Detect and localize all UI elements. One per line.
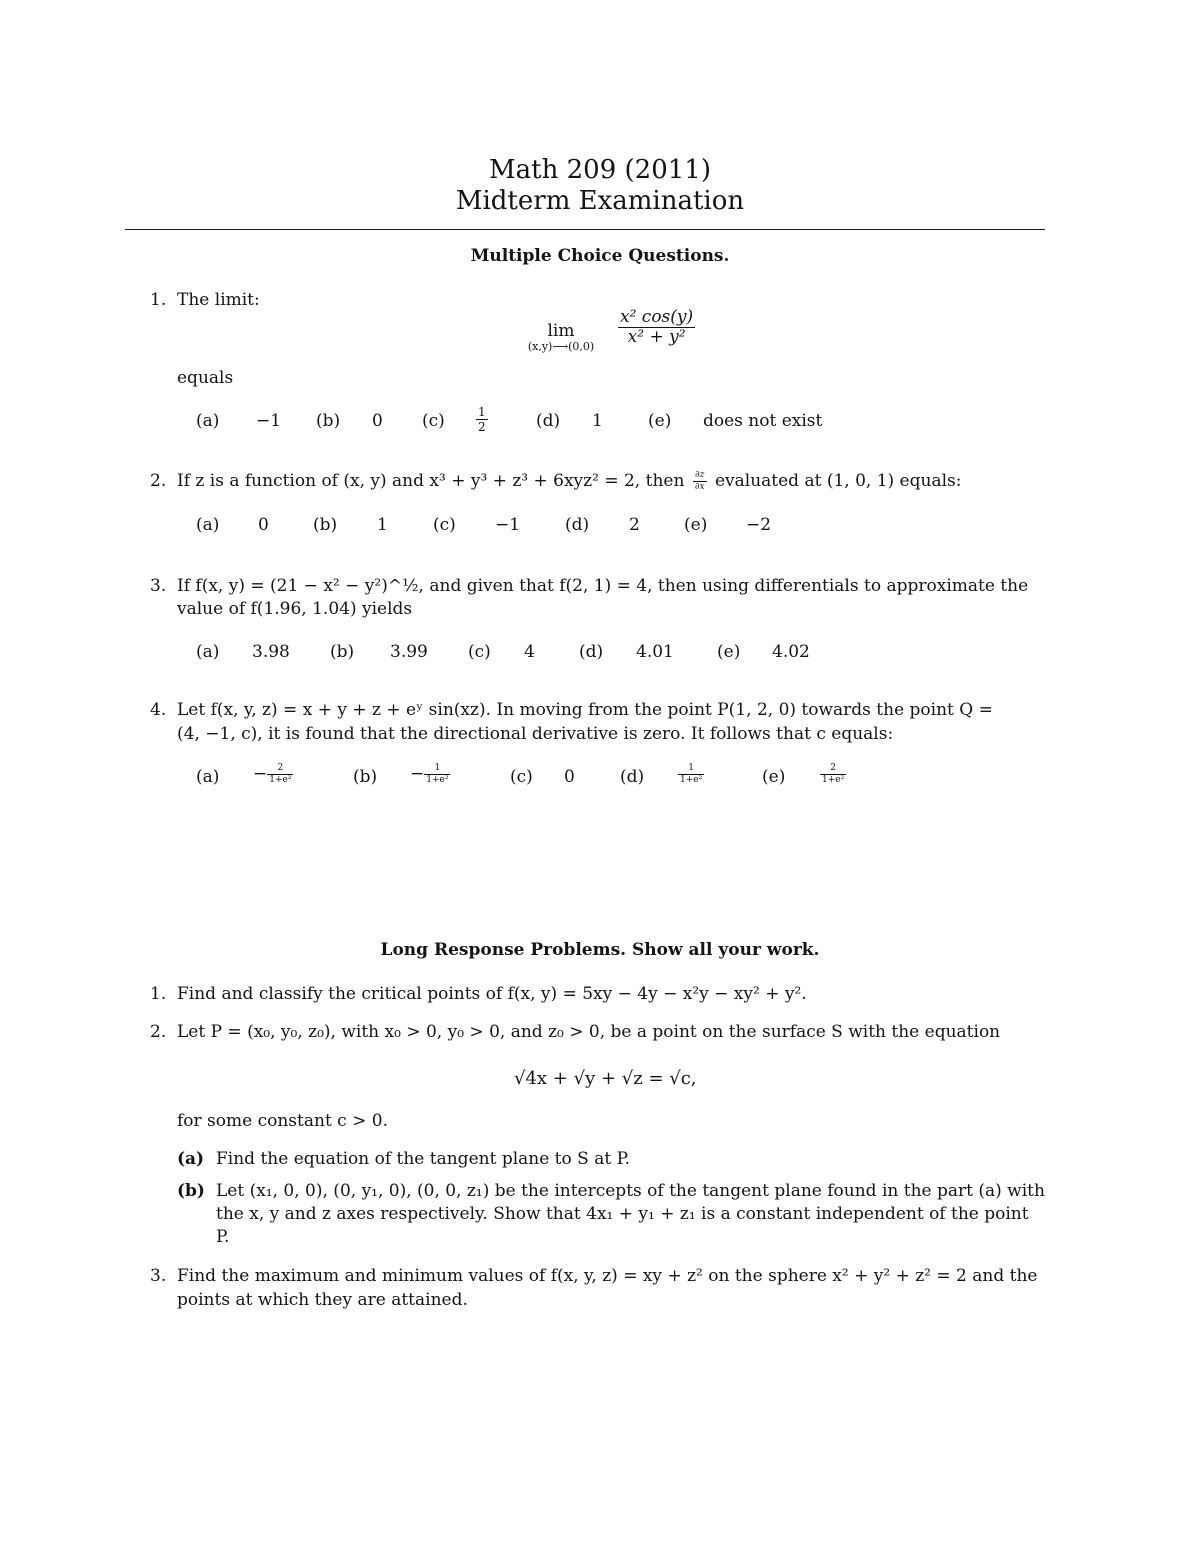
- limit-fraction: [618, 309, 695, 346]
- option-e: (e): [684, 515, 708, 535]
- option-c: (c): [422, 411, 445, 431]
- option-d: (d): [565, 515, 590, 535]
- question-number: 2.: [150, 471, 167, 491]
- option-e: (e): [717, 642, 741, 662]
- option-e: (e): [762, 767, 786, 787]
- problem-number: 1.: [150, 984, 167, 1004]
- part-b-line-2: the x, y and z axes respectively. Show that 4x₁ + y₁ + z₁ is a constant independent of the point: [216, 1204, 1029, 1224]
- option-b: (b): [316, 411, 341, 431]
- option-b: (b): [353, 767, 378, 787]
- option-c-value: 0: [564, 767, 575, 787]
- option-d: (d): [536, 411, 561, 431]
- part-a-label: (a): [177, 1149, 205, 1169]
- question-tail: equals: [177, 368, 234, 388]
- question-line-1: Let f(x, y, z) = x + y + z + eʸ sin(xz). In moving from the point P(1, 2, 0) towards the point Q =: [177, 700, 993, 720]
- option-d-value: 4.01: [636, 642, 674, 662]
- option-a-value: 3.98: [252, 642, 290, 662]
- question-text: If z is a function of (x, y) and x³ + y³ + z³ + 6xyz² = 2, then $\frac{\partial z}{\partial x}$ evaluated at (1, 0, 1) equals:: [177, 470, 962, 492]
- option-d-value: 2: [629, 515, 640, 535]
- option-d: (d): [620, 767, 645, 787]
- option-b-value: 1: [377, 515, 388, 535]
- question-number: 3.: [150, 576, 167, 596]
- problem-line-1: Find the maximum and minimum values of f(x, y, z) = xy + z² on the sphere x² + y² + z² = 2 and the: [177, 1266, 1038, 1286]
- option-b-value: − $\frac{1}{\text{1+e²}}$: [410, 763, 449, 785]
- option-c: (c): [510, 767, 533, 787]
- limit-operator: [508, 322, 614, 354]
- problem-number: 3.: [150, 1266, 167, 1286]
- part-b-line-3: P.: [216, 1227, 230, 1247]
- option-a: (a): [196, 767, 220, 787]
- option-d-value: $\frac{1}{\text{1+e²}}$: [680, 763, 703, 785]
- question-lead: The limit:: [177, 290, 260, 310]
- lr-section-title: Long Response Problems. Show all your work.: [380, 940, 820, 960]
- question-line-2: value of f(1.96, 1.04) yields: [177, 599, 413, 619]
- lim-subscript: (x,y)⟶(0,0): [527, 340, 595, 353]
- option-b: (b): [313, 515, 338, 535]
- option-e-value: does not exist: [703, 411, 823, 431]
- option-a: (a): [196, 642, 220, 662]
- header-divider: [125, 229, 1045, 230]
- question-line-2: (4, −1, c), it is found that the directional derivative is zero. It follows that c equals:: [177, 724, 894, 744]
- option-b-value: 3.99: [390, 642, 428, 662]
- problem-line-2: points at which they are attained.: [177, 1290, 468, 1310]
- limit-numerator: x² cos(y): [620, 307, 694, 327]
- part-a-text: Find the equation of the tangent plane to S at P.: [216, 1149, 630, 1169]
- constant-text: for some constant c > 0.: [177, 1111, 388, 1131]
- problem-number: 2.: [150, 1022, 167, 1042]
- exam-subtitle: Midterm Examination: [455, 186, 745, 216]
- option-e-value: −2: [746, 515, 772, 535]
- option-a-value: 0: [258, 515, 269, 535]
- surface-equation: √4x + √y + √z = √c,: [514, 1068, 697, 1089]
- option-c-value: 4: [524, 642, 535, 662]
- problem-text: Let P = (x₀, y₀, z₀), with x₀ > 0, y₀ > 0, and z₀ > 0, be a point on the surface S with the equation: [177, 1022, 1001, 1042]
- option-c-value: $\frac{1}{2}$: [478, 405, 486, 434]
- question-line-1: If f(x, y) = (21 − x² − y²)^½, and given that f(2, 1) = 4, then using differentials to approximate the: [177, 576, 1029, 596]
- lim-word: lim: [547, 321, 575, 341]
- option-e-value: $\frac{2}{\text{1+e²}}$: [822, 763, 845, 785]
- option-b: (b): [330, 642, 355, 662]
- question-number: 1.: [150, 290, 167, 310]
- option-c: (c): [468, 642, 491, 662]
- option-a-value: −1: [256, 411, 282, 431]
- option-c-value: −1: [495, 515, 521, 535]
- option-e: (e): [648, 411, 672, 431]
- mc-section-title: Multiple Choice Questions.: [470, 246, 730, 266]
- part-b-line-1: Let (x₁, 0, 0), (0, y₁, 0), (0, 0, z₁) be the intercepts of the tangent plane found in the part (a) with: [216, 1181, 1045, 1201]
- problem-text: Find and classify the critical points of f(x, y) = 5xy − 4y − x²y − xy² + y².: [177, 984, 807, 1004]
- option-b-value: 0: [372, 411, 383, 431]
- option-a-value: − $\frac{2}{\text{1+e²}}$: [253, 763, 292, 785]
- part-b-label: (b): [177, 1181, 205, 1201]
- option-c: (c): [433, 515, 456, 535]
- option-a: (a): [196, 515, 220, 535]
- exam-title: Math 209 (2011): [489, 155, 711, 185]
- option-a: (a): [196, 411, 220, 431]
- limit-denominator: x² + y²: [627, 327, 686, 347]
- option-d-value: 1: [592, 411, 603, 431]
- question-number: 4.: [150, 700, 167, 720]
- option-e-value: 4.02: [772, 642, 810, 662]
- option-d: (d): [579, 642, 604, 662]
